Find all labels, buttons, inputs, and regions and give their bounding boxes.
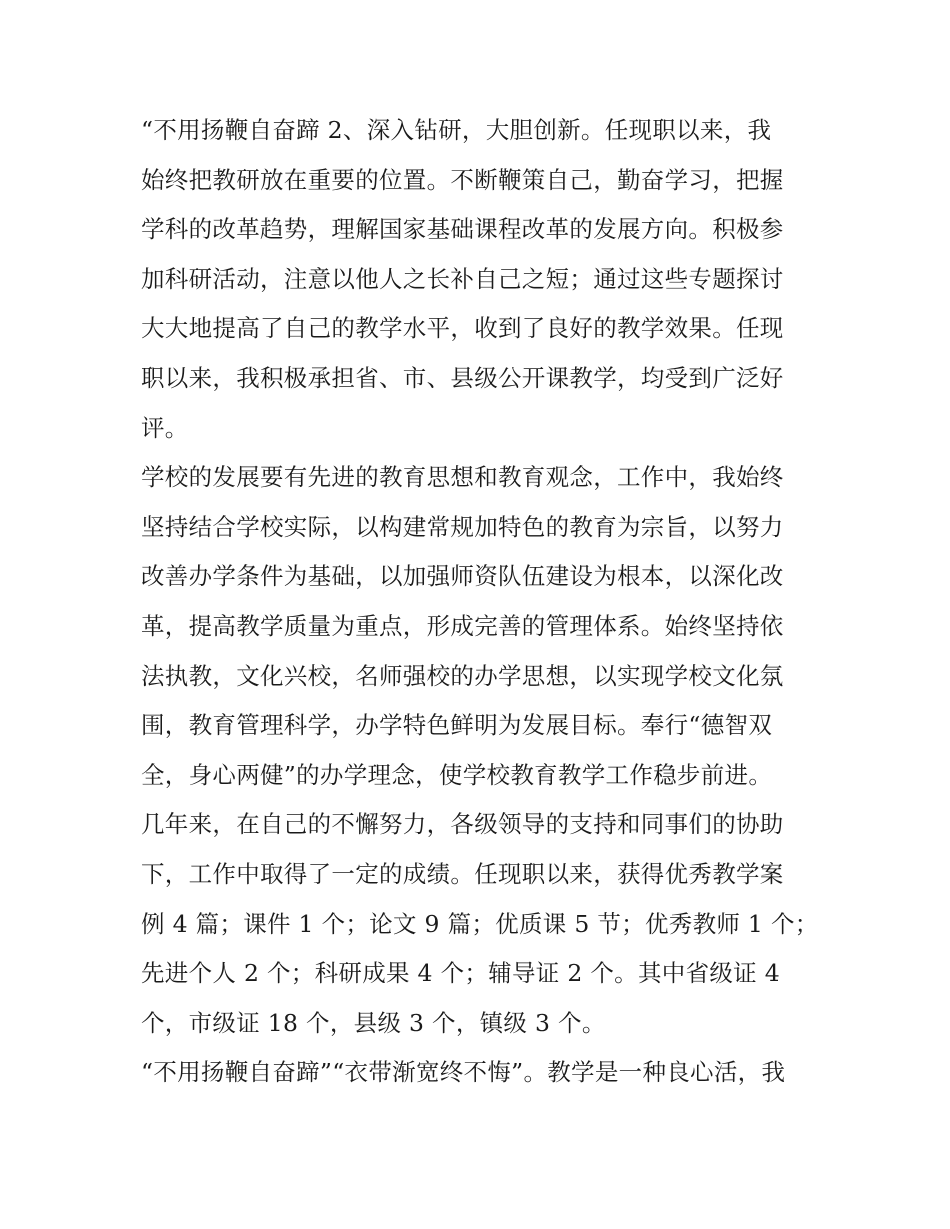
text-line: 学科的改革趋势，理解国家基础课程改革的发展方向。积极参 [141,215,784,244]
text-line: 例 4 篇；课件 1 个；论文 9 篇；优质课 5 节；优秀教师 1 个； [141,909,819,938]
text-line: 坚持结合学校实际，以构建常规加特色的教育为宗旨，以努力 [141,512,784,541]
text-line: “不用扬鞭自奋蹄 2、深入钻研，大胆创新。任现职以来，我 [141,116,772,144]
text-line: 围，教育管理科学，办学特色鲜明为发展目标。奉行“德智双 [141,711,773,740]
text-line: “不用扬鞭自奋蹄”“衣带渐宽终不悔”。教学是一种良心活，我 [141,1058,786,1087]
text-line: 个，市级证 18 个，县级 3 个，镇级 3 个。 [141,1008,606,1037]
document-body [141,106,821,1098]
text-line: 改善办学条件为基础，以加强师资队伍建设为根本，以深化改 [141,562,784,591]
text-line: 学校的发展要有先进的教育思想和教育观念，工作中，我始终 [141,463,784,492]
text-line: 先进个人 2 个；科研成果 4 个；辅导证 2 个。其中省级证 4 [141,959,780,988]
text-line: 大大地提高了自己的教学水平，收到了良好的教学效果。任现 [141,314,784,343]
text-line: 评。 [141,413,189,442]
text-line: 法执教，文化兴校，名师强校的办学思想，以实现学校文化氛 [141,661,784,690]
text-line: 下，工作中取得了一定的成绩。任现职以来，获得优秀教学案 [141,859,784,888]
text-line: 几年来，在自己的不懈努力，各级领导的支持和同事们的协助 [141,810,784,839]
text-line: 全，身心两健”的办学理念，使学校教育教学工作稳步前进。 [141,760,773,789]
text-line: 始终把教研放在重要的位置。不断鞭策自己，勤奋学习，把握 [141,165,784,194]
text-line: 加科研活动，注意以他人之长补自己之短；通过这些专题探讨 [141,264,784,293]
text-line: 革，提高教学质量为重点，形成完善的管理体系。始终坚持依 [141,611,784,640]
text-line: 职以来，我积极承担省、市、县级公开课教学，均受到广泛好 [141,363,784,392]
